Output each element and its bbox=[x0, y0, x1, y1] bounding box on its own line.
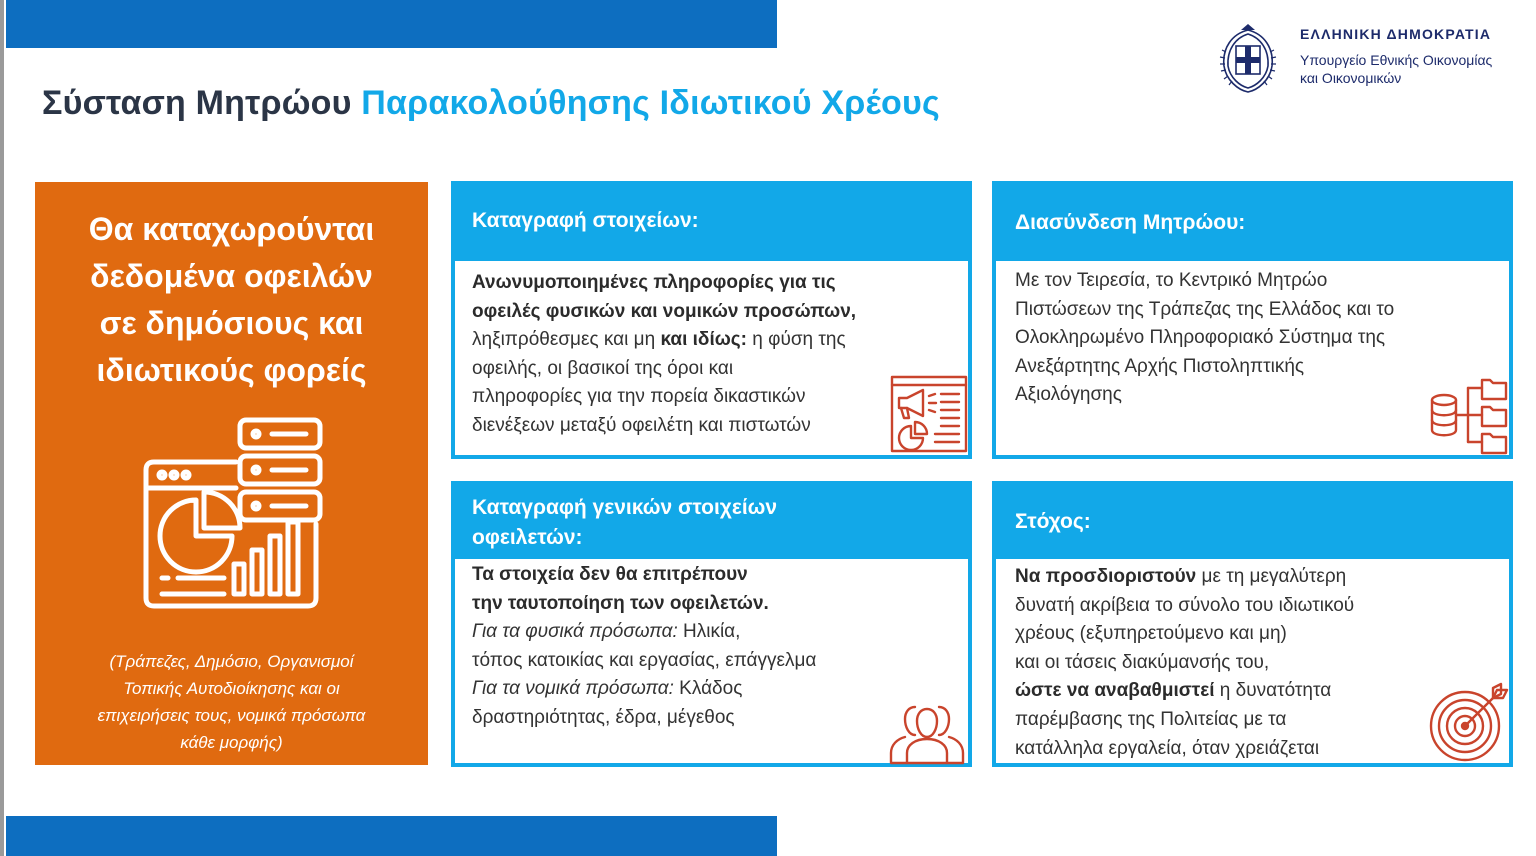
body-text: ληξιπρόθεσμες και μη bbox=[472, 329, 661, 351]
ministry-logo bbox=[1214, 20, 1514, 100]
body-line: Αξιολόγησης bbox=[1015, 384, 1122, 406]
body-text: η φύση της bbox=[747, 329, 846, 351]
panel-heading-line: ιδιωτικούς φορείς bbox=[96, 352, 367, 388]
body-line: Ανεξάρτητης Αρχής Πιστοληπτικής bbox=[1015, 355, 1305, 377]
bold-text: και ιδίως: bbox=[660, 329, 747, 351]
body-line bbox=[472, 561, 816, 590]
body-text: η δυνατότητα bbox=[1214, 680, 1332, 702]
body-line: χρέους (εξυπηρετούμενο και μη) bbox=[1015, 623, 1287, 645]
body-line: διενέξεων μεταξύ οφειλέτη και πιστωτών bbox=[472, 414, 811, 436]
italic-label: Για τα νομικά πρόσωπα: bbox=[472, 678, 674, 700]
bold-text: οφειλές φυσικών και νομικών προσώπων, bbox=[472, 300, 857, 322]
registry-data-panel bbox=[35, 182, 428, 765]
body-line: δραστηριότητας, έδρα, μέγεθος bbox=[472, 706, 735, 728]
top-accent-bar bbox=[6, 0, 777, 48]
bold-text: ώστε να αναβαθμιστεί bbox=[1015, 680, 1215, 702]
target-arrow-icon bbox=[1427, 682, 1509, 764]
ministry-name bbox=[1300, 51, 1492, 87]
ministry-line-2: και Οικονομικών bbox=[1300, 70, 1402, 86]
debtor-general-data-card bbox=[451, 481, 972, 767]
country-name: ΕΛΛΗΝΙΚΗ ΔΗΜΟΚΡΑΤΙΑ bbox=[1300, 26, 1492, 42]
report-dashboard-icon bbox=[889, 374, 969, 454]
page-title bbox=[42, 84, 940, 123]
body-line: κατάλληλα εργαλεία, όταν χρειάζεται bbox=[1015, 737, 1320, 759]
goal-card bbox=[992, 481, 1513, 767]
body-line: Πιστώσεων της Τράπεζας της Ελλάδος και το bbox=[1015, 298, 1395, 320]
body-text: Κλάδος bbox=[673, 678, 743, 700]
body-line: οφειλής, οι βασικοί της όροι και bbox=[472, 357, 734, 379]
bottom-accent-bar bbox=[6, 816, 777, 856]
people-group-icon bbox=[885, 699, 969, 765]
card-body bbox=[472, 561, 816, 733]
card-heading-line: Καταγραφή γενικών στοιχείων bbox=[472, 496, 778, 519]
greek-coat-of-arms-icon bbox=[1214, 22, 1282, 94]
ministry-line-1: Υπουργείο Εθνικής Οικονομίας bbox=[1300, 52, 1493, 68]
body-line: Ολοκληρωμένο Πληροφοριακό Σύστημα της bbox=[1015, 327, 1386, 349]
body-line: Με τον Τειρεσία, το Κεντρικό Μητρώο bbox=[1015, 270, 1328, 291]
body-line bbox=[472, 618, 816, 647]
title-part-blue: Παρακολούθησης Ιδιωτικού Χρέους bbox=[361, 84, 940, 122]
title-part-dark: Σύσταση Μητρώου bbox=[42, 84, 362, 122]
card-body bbox=[472, 269, 856, 441]
body-line bbox=[1015, 677, 1354, 706]
body-line bbox=[472, 590, 816, 619]
data-recording-card bbox=[451, 181, 972, 459]
italic-label: Για τα φυσικά πρόσωπα: bbox=[472, 621, 678, 643]
panel-heading-line: δεδομένα οφειλών bbox=[90, 258, 373, 294]
body-line bbox=[472, 298, 856, 327]
body-line: και οι τάσεις διακύμανσής του, bbox=[1015, 651, 1270, 673]
panel-heading-line: σε δημόσιους και bbox=[99, 305, 364, 341]
body-text: με τη μεγαλύτερη bbox=[1196, 566, 1347, 587]
panel-note-line: κάθε μορφής) bbox=[180, 733, 283, 752]
bold-text: Να προσδιοριστούν bbox=[1015, 566, 1197, 587]
panel-note-line: επιχειρήσεις τους, νομικά πρόσωπα bbox=[97, 706, 366, 725]
panel-heading-line: Θα καταχωρούνται bbox=[88, 211, 375, 247]
body-line: πληροφορίες για την πορεία δικαστικών bbox=[472, 386, 806, 408]
body-line bbox=[1015, 563, 1354, 592]
card-heading: Καταγραφή στοιχείων: bbox=[455, 185, 968, 261]
left-edge-line bbox=[0, 0, 4, 856]
card-heading bbox=[455, 485, 968, 559]
card-heading-line: οφειλετών: bbox=[472, 526, 583, 549]
registry-interconnection-card bbox=[992, 181, 1513, 459]
card-heading: Διασύνδεση Μητρώου: bbox=[996, 185, 1509, 261]
body-line bbox=[472, 326, 856, 355]
panel-heading bbox=[35, 206, 428, 394]
body-line: παρέμβασης της Πολιτείας με τα bbox=[1015, 708, 1287, 730]
bold-text: Ανωνυμοποιημένες πληροφορίες για τις bbox=[472, 272, 836, 293]
card-body bbox=[1015, 563, 1354, 763]
panel-note-line: (Τράπεζες, Δημόσιο, Οργανισμοί bbox=[109, 652, 354, 671]
panel-note-line: Τοπικής Αυτοδιοίκησης και οι bbox=[123, 679, 340, 698]
body-line bbox=[472, 675, 816, 704]
bold-text: Τα στοιχεία δεν θα επιτρέπουν bbox=[472, 564, 748, 585]
body-line: δυνατή ακρίβεια το σύνολο του ιδιωτικού bbox=[1015, 594, 1355, 616]
body-text: Ηλικία, bbox=[677, 621, 741, 643]
card-heading: Στόχος: bbox=[996, 485, 1509, 559]
card-body bbox=[1015, 267, 1394, 410]
body-line bbox=[472, 269, 856, 298]
panel-note bbox=[45, 648, 418, 756]
bold-text: την ταυτοποίηση των οφειλετών. bbox=[472, 592, 769, 614]
database-folders-icon bbox=[1428, 372, 1510, 456]
body-line: τόπος κατοικίας και εργασίας, επάγγελμα bbox=[472, 649, 817, 671]
analytics-database-icon bbox=[140, 416, 330, 616]
